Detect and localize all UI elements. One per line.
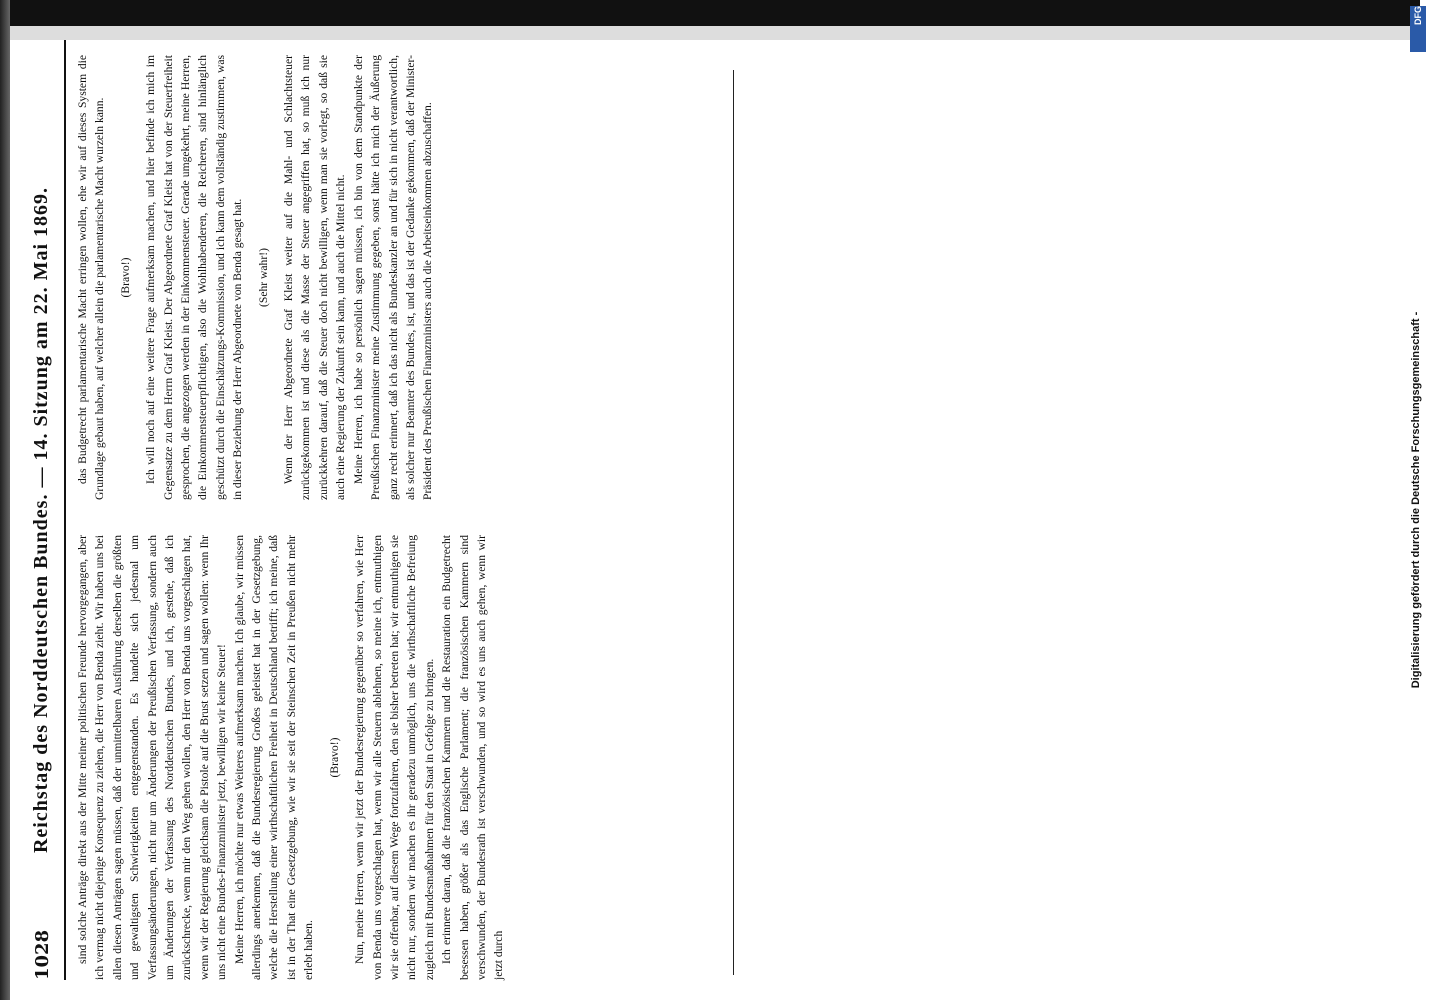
dfg-logo-text: DFG	[1413, 6, 1423, 25]
page-title: Reichstag des Norddeutschen Bundes. — 14. Sitzung am 22. Mai 1869.	[30, 186, 52, 854]
paragraph: Meine Herren, ich habe so persönlich sagen müssen, ich bin von dem Standpunkte der Preußischen Finanzminister meine Zustimmung gegeben, sonst hätte ich mich der Äußerung ganz recht erinnert, daß ich das nicht als Bundeskanzler an und für sich in nicht verantwortlich, als solcher nur Beamter des Bundes, ist, und das ist der Gedanke gekommen, daß der Minister-Präsident des Preußischen Finanzministers auch die Arbeitseinkommen abzuschaffen.	[351, 55, 435, 500]
page-spine	[0, 0, 10, 1000]
right-column	[74, 55, 437, 500]
digitization-strip	[1400, 0, 1432, 1000]
applause-mark: (Sehr wahr!)	[256, 248, 270, 307]
paragraph: Ich will noch auf eine weitere Frage aufmerksam machen, und hier befinde ich mich im Gegensatze zu dem Herrn Graf Kleist. Der Abgeordnete Graf Kleist hat von der Steuerfreiheit gesprochen, die angezogen werden in der Einkommensteuer. Gerade umgekehrt, meine Herren, die Einkommensteuerpflichtigen, also die Wohlhabenderen, die Reicheren, sind hinlänglich geschützt durch die Einschätzungs-Kommission, und ich kann dem vollständig zustimmen, was in dieser Beziehung der Herr Abgeordnete von Benda gesagt hat.	[144, 55, 245, 500]
left-column	[74, 535, 508, 980]
header-rule	[64, 40, 66, 980]
paragraph: Nun, meine Herren, wenn wir jetzt der Bundesregierung gegenüber so verfahren, wie Herr von Benda uns vorgeschlagen hat, wenn wir alle Steuern ablehnen, so meine ich, entmuthigen wir sie offenbar, auf diesem Wege fortzufahren, den sie bisher betreten hat; wir entmuthigen sie nicht nur, sondern wir machen es ihr geradezu unmöglich, uns die wirthschaftliche Befreiung zugleich mit Bundesmaßnahmen für den Staat in Gefolge zu bringen.	[353, 535, 436, 980]
paragraph: Ich erinnere daran, daß die französischen Kammern und die Restauration ein Budgetrecht besessen haben, größer als das Englische Parlament; die französischen Kammern sind verschwunden, der Bundesrath ist verschwunden, und so wird es uns auch gehen, wenn wir jetzt durch	[440, 535, 506, 980]
page-number: 1028	[32, 929, 53, 980]
scan-border	[10, 0, 1420, 40]
paragraph: das Budgetrecht parlamentarische Macht erringen wollen, ehe wir auf dieses System die Grundlage gebaut haben, auf welcher allein die parlamentarische Macht wurzeln kann.	[76, 55, 107, 500]
dfg-logo	[1410, 6, 1426, 52]
paragraph: sind solche Anträge direkt aus der Mitte meiner politischen Freunde hervorgegangen, aber ich vermag nicht diejenige Konsequenz zu ziehen, die Herr von Benda zieht. Wir haben uns bei allen diesen Anträgen sagen müssen, daß der unmittelbaren Ausführung derselben die größten und gewaltigsten Schwierigkeiten entgegenstanden. Es handelte sich jedesmal um Verfassungsänderungen, nicht nur um Änderungen der Preußischen Verfassung, sondern auch um Änderungen der Verfassung des Norddeutschen Bundes, und ich, gestehe, daß ich zurückschrecke, wenn mir den Weg gehen wollen, den Herr von Benda uns vorgeschlagen hat, wenn wir der Regierung gleichsam die Pistole auf die Brust setzen und sagen wollen: wenn Ihr uns nicht eine Bundes-Finanzminister jetzt, bewilligen wir keine Steuer!	[76, 535, 229, 980]
rotated-text-block	[30, 40, 1350, 980]
running-header	[30, 40, 60, 980]
digitization-credit: Digitalisierung gefördert durch die Deutsche Forschungsgemeinschaft -	[1410, 311, 1422, 689]
applause-mark: (Bravo!)	[118, 257, 132, 298]
paragraph: Wenn der Herr Abgeordnete Graf Kleist weiter auf die Mahl- und Schlachtsteuer zurückgekommen ist und diese als die Masse der Steuer angegriffen hat, so muß ich nur zurückkehren darauf, daß die Steuer doch nicht bewilligen, wenn man sie vorlegt, so daß sie auch eine Regierung der Zukunft sein kann, und auch die Mittel nicht.	[282, 55, 348, 500]
column-divider	[733, 70, 734, 975]
applause-mark: (Bravo!)	[327, 737, 341, 778]
paragraph: Meine Herren, ich möchte nur etwas Weiteres aufmerksam machen. Ich glaube, wir müssen allerdings anerkennen, daß die Bundesregierung Großes geleistet hat in der Gesetzgebung, welche die Herstellung einer wirthschaftlichen Freiheit in Deutschland betrifft; ich meine, daß ist in der That eine Gesetzgebung, wie wir sie seit der Steinschen Zeit in Preußen nicht mehr erlebt haben.	[232, 535, 316, 980]
